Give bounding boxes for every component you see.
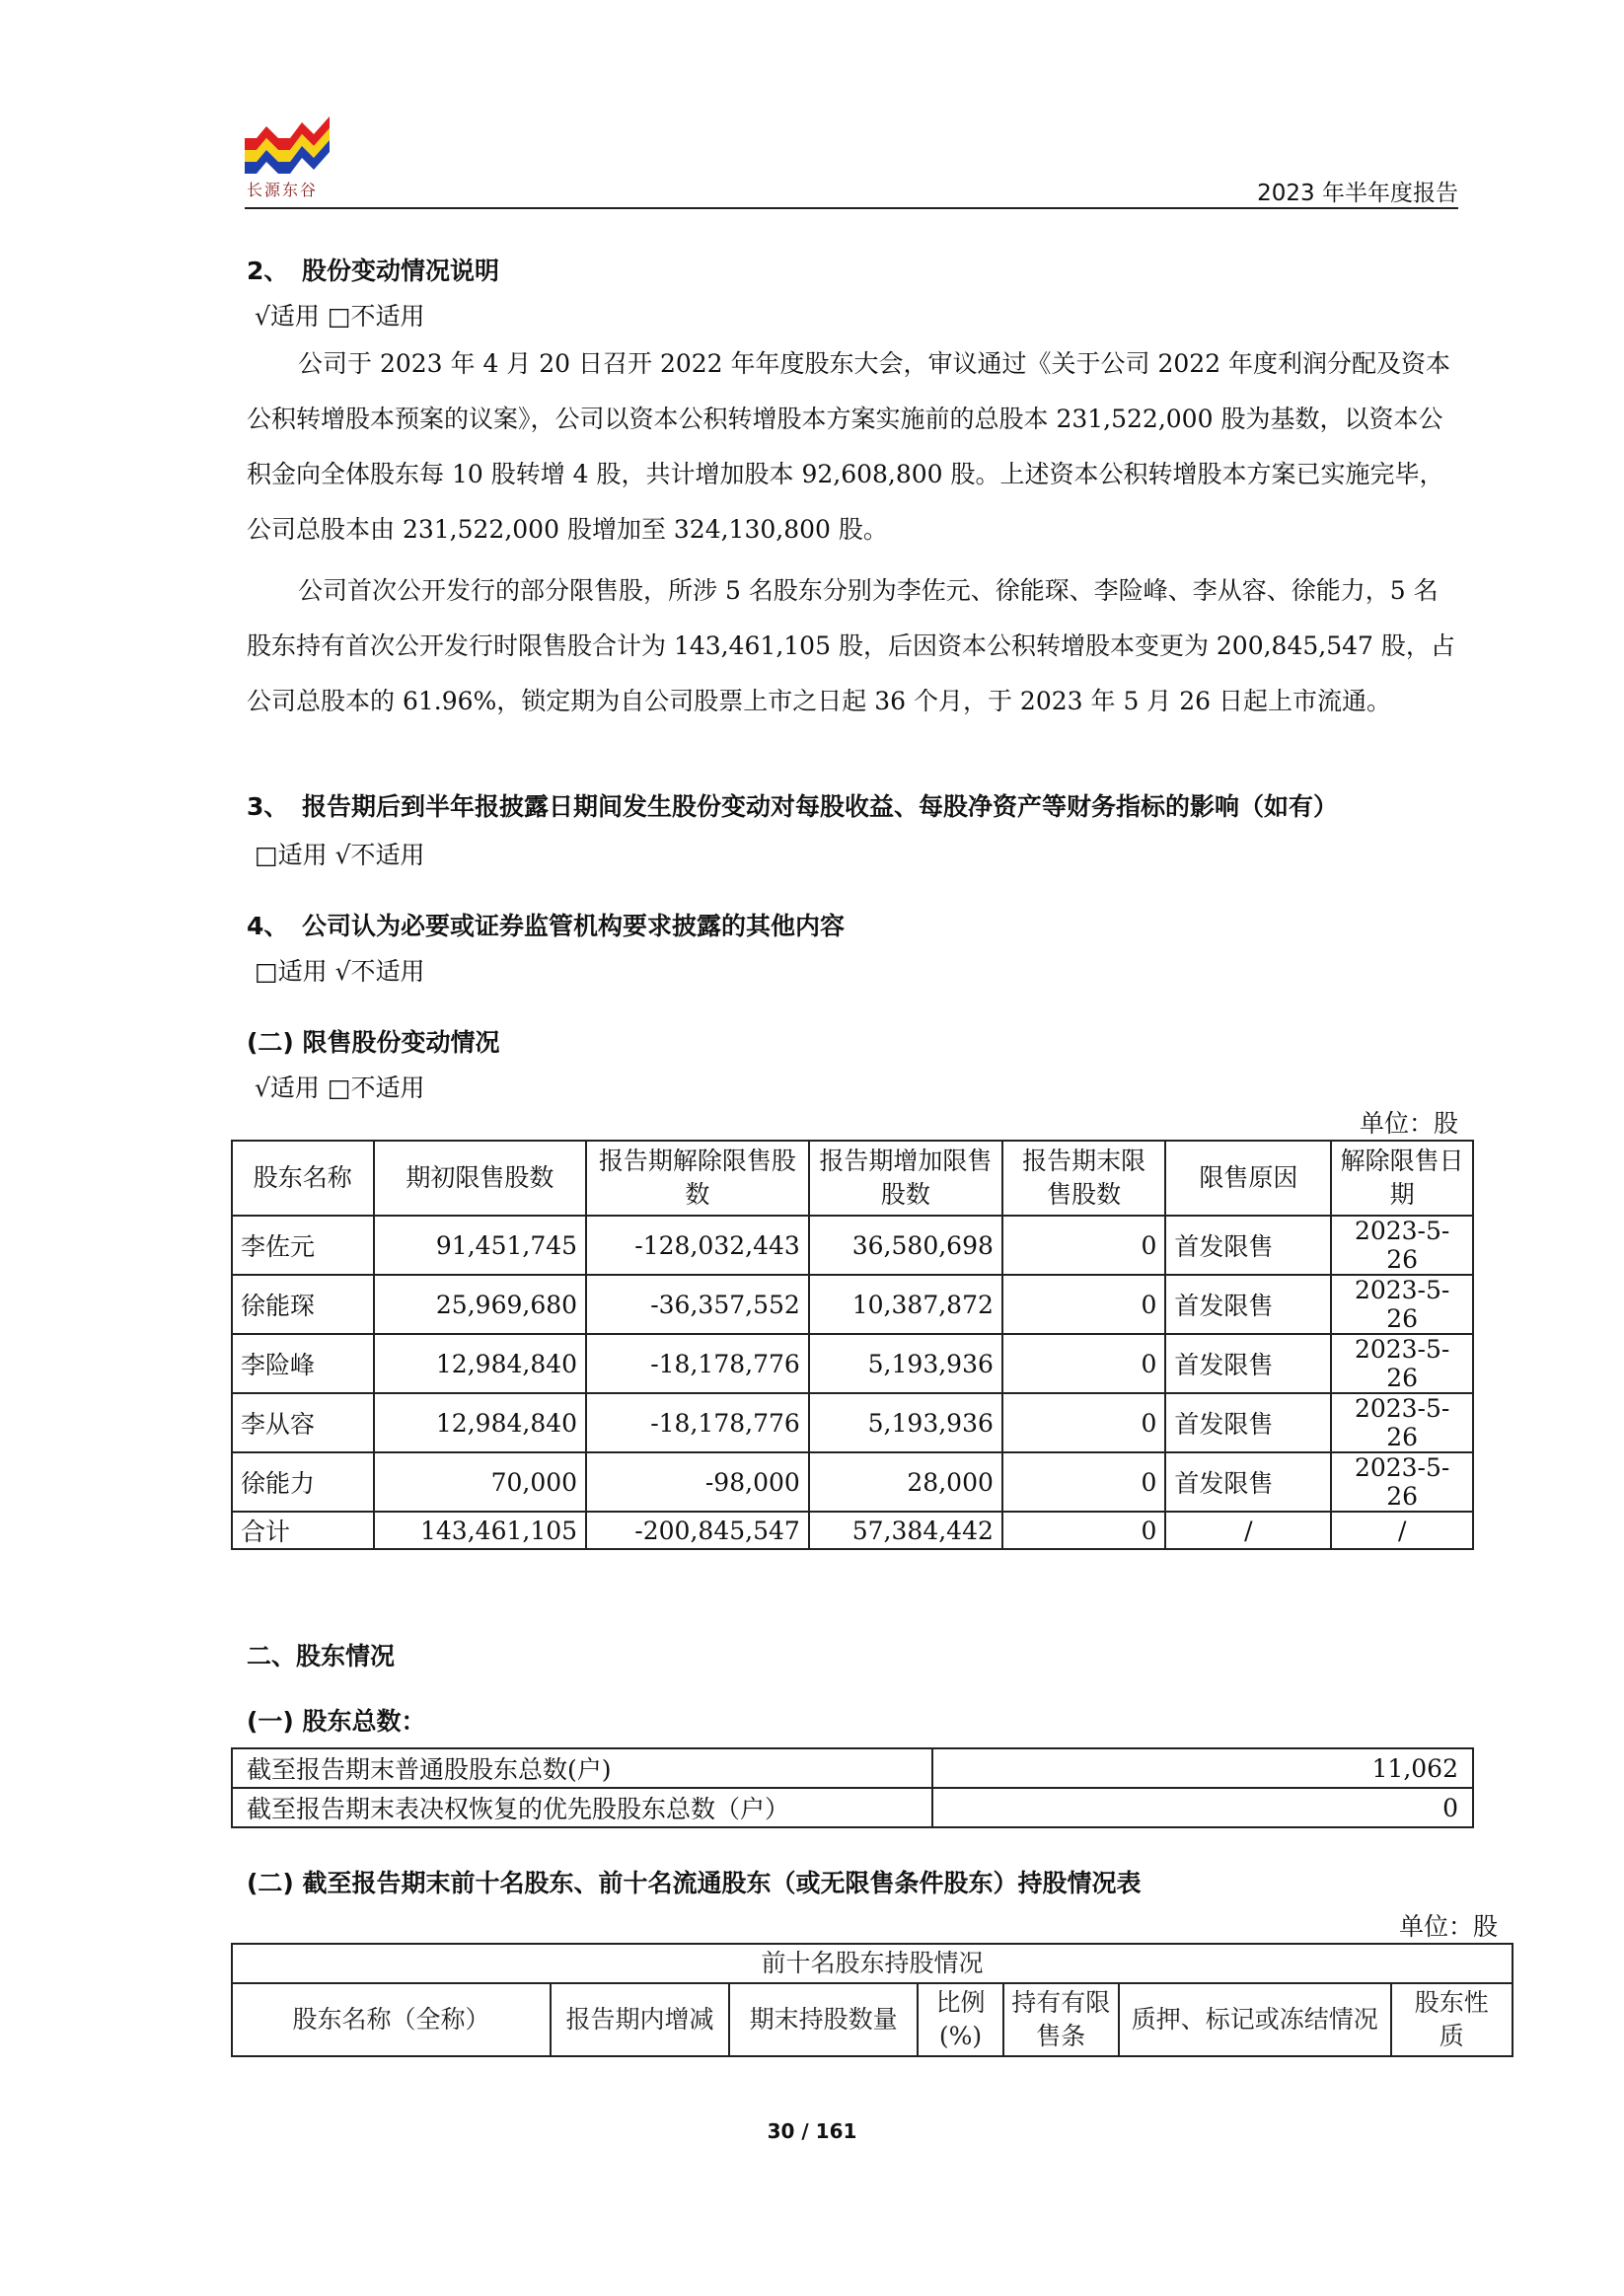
count-value: 0: [932, 1788, 1473, 1827]
page-number: 30 / 161: [767, 2119, 857, 2143]
header-divider: [245, 207, 1458, 209]
logo-text: 长源东谷: [247, 181, 319, 199]
opening-restricted: 12,984,840: [374, 1334, 586, 1393]
added-restricted: 5,193,936: [809, 1334, 1002, 1393]
header-cell: 解除限售日期: [1331, 1141, 1473, 1216]
section-2-heading: [247, 252, 1458, 287]
release-date: /: [1331, 1512, 1473, 1549]
table-header-row: [232, 1983, 1513, 2056]
top10-caption: 前十名股东持股情况: [232, 1944, 1513, 1983]
table-total-row: [232, 1512, 1473, 1549]
section-3-heading: [247, 788, 1458, 826]
section-2-title: 股份变动情况说明: [302, 257, 500, 285]
table-header-row: [232, 1141, 1473, 1216]
release-date: 2023-5-26: [1331, 1216, 1473, 1275]
closing-restricted: 0: [1002, 1452, 1166, 1512]
header-cell: 报告期增加限售股数: [809, 1141, 1002, 1216]
added-restricted: 57,384,442: [809, 1512, 1002, 1549]
holder-name: 徐能琛: [232, 1275, 374, 1334]
opening-restricted: 12,984,840: [374, 1393, 586, 1452]
release-date: 2023-5-26: [1331, 1393, 1473, 1452]
top10-unit: 单位：股: [1398, 1912, 1498, 1941]
closing-restricted: 0: [1002, 1216, 1166, 1275]
shareholders-heading: 二、股东情况: [247, 1642, 396, 1670]
header-cell: 比例(%): [918, 1983, 1002, 2056]
section-3-title: 报告期后到半年报披露日期间发生股份变动对每股收益、每股净资产等财务指标的影响（如有）: [302, 792, 1339, 821]
closing-restricted: 0: [1002, 1275, 1166, 1334]
released-restricted: -200,845,547: [586, 1512, 809, 1549]
restriction-reason: 首发限售: [1165, 1452, 1331, 1512]
main-content: [241, 252, 1498, 2057]
section-4-applicability: □适用 √不适用: [255, 957, 425, 986]
holder-name: 徐能力: [232, 1452, 374, 1512]
header-cell: 报告期解除限售股数: [586, 1141, 809, 1216]
restriction-reason: /: [1165, 1512, 1331, 1549]
release-date: 2023-5-26: [1331, 1334, 1473, 1393]
header-cell: 报告期末限售股数: [1002, 1141, 1166, 1216]
header-cell: 股东性质: [1391, 1983, 1513, 2056]
holder-name: 李险峰: [232, 1334, 374, 1393]
opening-restricted: 25,969,680: [374, 1275, 586, 1334]
table-row: [232, 1334, 1473, 1393]
opening-restricted: 70,000: [374, 1452, 586, 1512]
release-date: 2023-5-26: [1331, 1275, 1473, 1334]
shareholder-count-heading: (一) 股东总数：: [247, 1707, 426, 1736]
section-2-number: 2、: [247, 257, 289, 285]
restricted-shares-table: [231, 1140, 1474, 1550]
section-4-title: 公司认为必要或证券监管机构要求披露的其他内容: [302, 912, 846, 940]
section-2-paragraph-1: 公司于 2023 年 4 月 20 日召开 2022 年年度股东大会，审议通过《关于公司 2022 年度利润分配及资本公积转增股本预案的议案》，公司以资本公积转增股本方案实施前的总股本 231,522,000 股为基数，以资本公积金向全体股东每 10 股转增 4 股，共计增加股本 92,608,800 股。上述资本公积转增股本方案已实施完毕，公司总股本由 231,522,000 股增加至 324,130,800 股。: [247, 349, 1451, 544]
table-row: [232, 1393, 1473, 1452]
count-label: 截至报告期末普通股股东总数(户): [232, 1748, 932, 1788]
added-restricted: 10,387,872: [809, 1275, 1002, 1334]
section-3-applicability: □适用 √不适用: [255, 841, 425, 869]
restricted-applicability: √适用 □不适用: [255, 1074, 425, 1102]
top10-table: [231, 1943, 1513, 2057]
shareholder-count-table: [231, 1747, 1474, 1828]
total-label: 合计: [232, 1512, 374, 1549]
closing-restricted: 0: [1002, 1393, 1166, 1452]
restriction-reason: 首发限售: [1165, 1216, 1331, 1275]
opening-restricted: 91,451,745: [374, 1216, 586, 1275]
section-4-heading: [247, 907, 1458, 942]
released-restricted: -36,357,552: [586, 1275, 809, 1334]
count-value: 11,062: [932, 1748, 1473, 1788]
closing-restricted: 0: [1002, 1512, 1166, 1549]
restricted-shares-heading: (二) 限售股份变动情况: [247, 1028, 500, 1057]
restriction-reason: 首发限售: [1165, 1393, 1331, 1452]
header-cell: 报告期内增减: [551, 1983, 729, 2056]
table-row: [232, 1216, 1473, 1275]
released-restricted: -18,178,776: [586, 1393, 809, 1452]
opening-restricted: 143,461,105: [374, 1512, 586, 1549]
top10-heading: (二) 截至报告期末前十名股东、前十名流通股东（或无限售条件股东）持股情况表: [247, 1869, 1142, 1897]
section-3-number: 3、: [247, 792, 289, 821]
table-row: [232, 1275, 1473, 1334]
header-cell: 股东名称（全称）: [232, 1983, 551, 2056]
table-row: [232, 1452, 1473, 1512]
closing-restricted: 0: [1002, 1334, 1166, 1393]
holder-name: 李从容: [232, 1393, 374, 1452]
released-restricted: -98,000: [586, 1452, 809, 1512]
header-cell: 质押、标记或冻结情况: [1119, 1983, 1391, 2056]
header-cell: 持有有限售条: [1003, 1983, 1119, 2056]
restriction-reason: 首发限售: [1165, 1334, 1331, 1393]
added-restricted: 36,580,698: [809, 1216, 1002, 1275]
restriction-reason: 首发限售: [1165, 1275, 1331, 1334]
table-row: [232, 1748, 1473, 1788]
table-caption-row: [232, 1944, 1513, 1983]
header-cell: 期初限售股数: [374, 1141, 586, 1216]
header-cell: 限售原因: [1165, 1141, 1331, 1216]
section-4-number: 4、: [247, 912, 289, 940]
holder-name: 李佐元: [232, 1216, 374, 1275]
release-date: 2023-5-26: [1331, 1452, 1473, 1512]
header-cell: 股东名称: [232, 1141, 374, 1216]
released-restricted: -18,178,776: [586, 1334, 809, 1393]
added-restricted: 5,193,936: [809, 1393, 1002, 1452]
count-label: 截至报告期末表决权恢复的优先股股东总数（户）: [232, 1788, 932, 1827]
restricted-unit: 单位：股: [1359, 1109, 1458, 1138]
released-restricted: -128,032,443: [586, 1216, 809, 1275]
section-2-paragraph-2: 公司首次公开发行的部分限售股，所涉 5 名股东分别为李佐元、徐能琛、李险峰、李从容、徐能力，5 名股东持有首次公开发行时限售股合计为 143,461,105 股，后因资本公积转增股本变更为 200,845,547 股，占公司总股本的 61.96%，锁定期为自公司股票上市之日起 36 个月，于 2023 年 5 月 26 日起上市流通。: [247, 576, 1455, 715]
header-cell: 期末持股数量: [729, 1983, 918, 2056]
table-row: [232, 1788, 1473, 1827]
added-restricted: 28,000: [809, 1452, 1002, 1512]
report-title: 2023 年半年度报告: [1257, 181, 1458, 206]
section-2-applicability: √适用 □不适用: [255, 302, 425, 331]
